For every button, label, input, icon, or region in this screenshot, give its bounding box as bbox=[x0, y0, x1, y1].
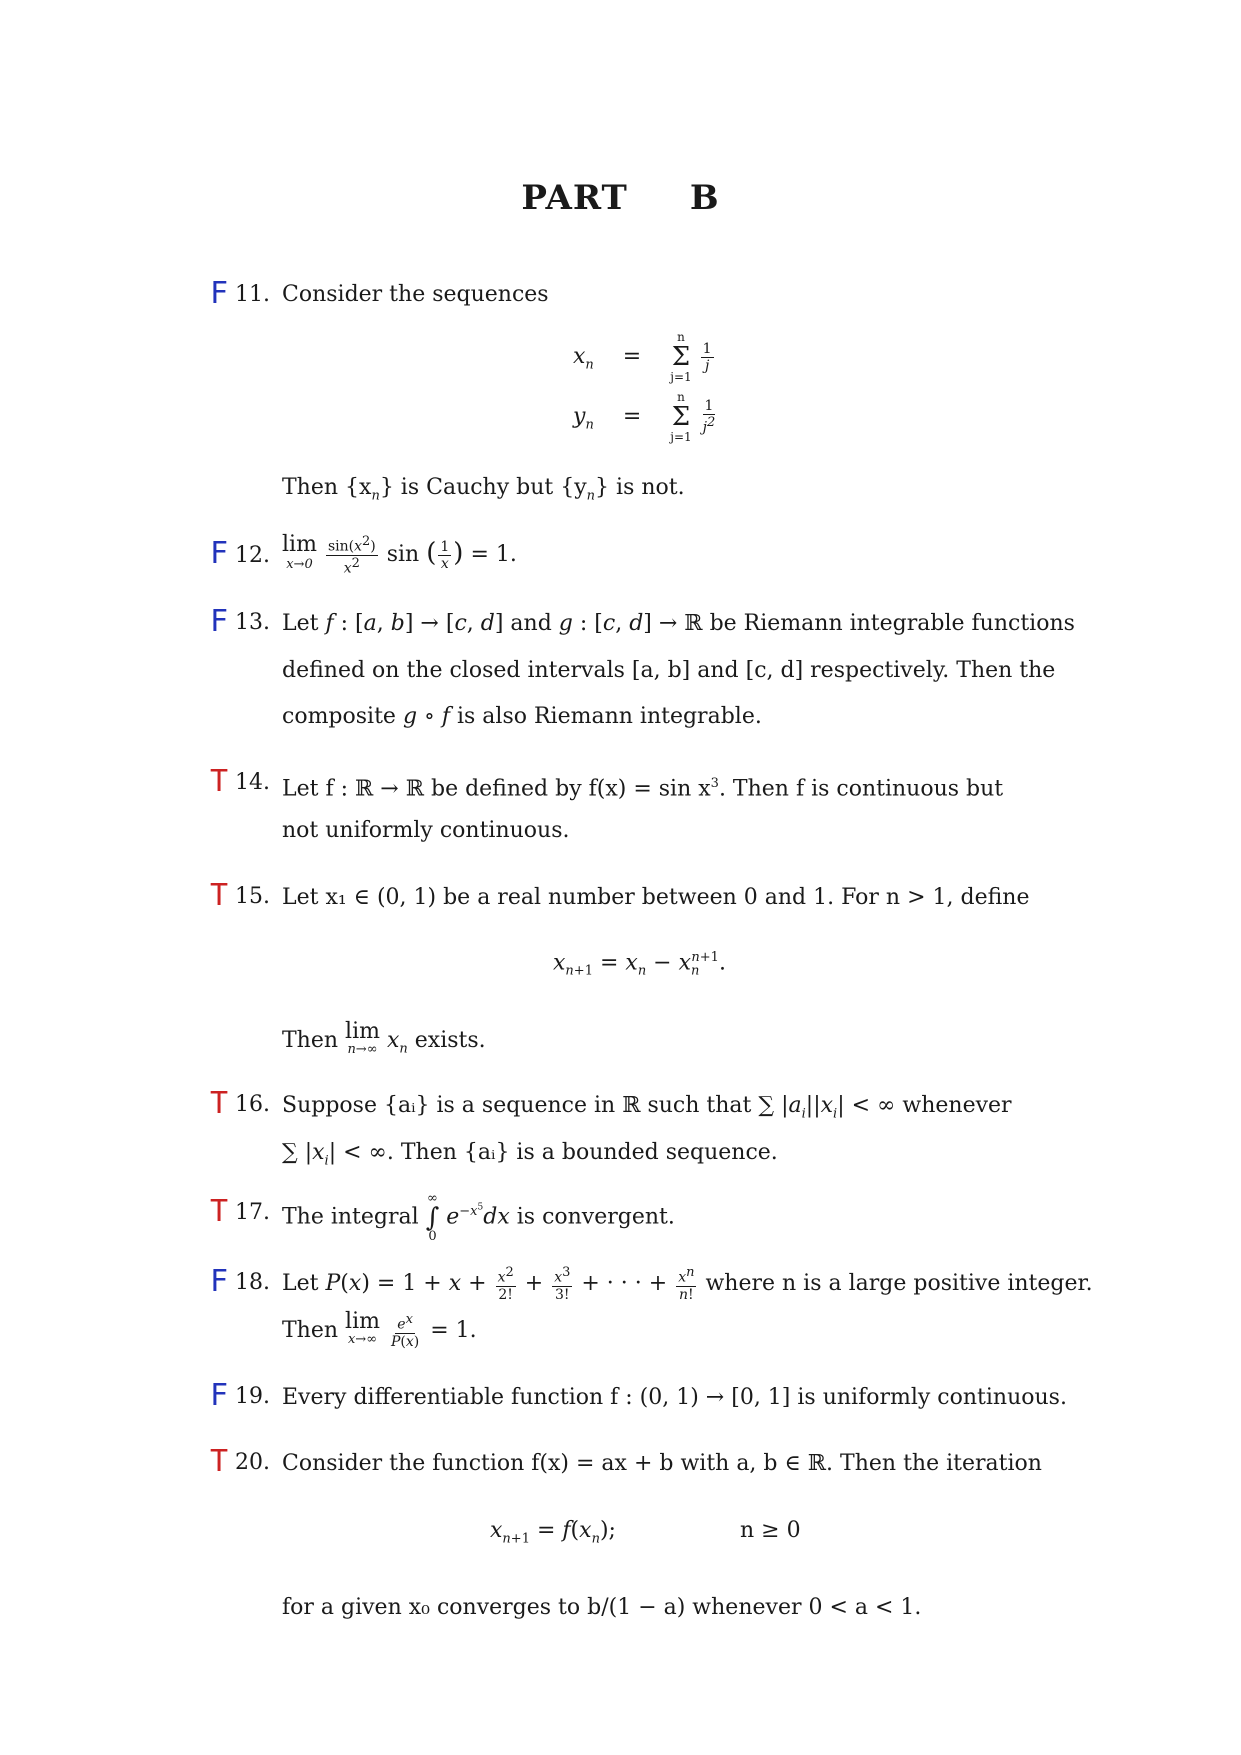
answer-mark: T bbox=[209, 878, 229, 913]
question-number: 17. bbox=[235, 1200, 270, 1225]
question-number: 11. bbox=[235, 282, 270, 307]
answer-mark: T bbox=[209, 1086, 229, 1121]
question-number: 16. bbox=[235, 1092, 270, 1117]
answer-mark: T bbox=[209, 764, 229, 799]
question-text-line: Suppose {aᵢ} is a sequence in ℝ such that ∑ $|a_i||x_i|$ < ∞ whenever bbox=[282, 1093, 1012, 1122]
answer-mark: T bbox=[209, 1444, 229, 1479]
answer-mark: F bbox=[209, 1264, 229, 1299]
question-text-line: composite g ∘ f is also Riemann integrable. bbox=[282, 704, 762, 729]
question-number: 14. bbox=[235, 770, 270, 795]
question-text: Consider the sequences bbox=[282, 282, 549, 307]
question-formula: lim x→0 $\frac{\sin(x^2)}{x^2}$ sin ( $\frac{1}{x}$ ) = 1. bbox=[282, 532, 517, 577]
title-part: PART bbox=[521, 178, 628, 218]
question-text-line: Let f : [a, b] → [c, d] and g : [c, d] → ℝ be Riemann integrable functions bbox=[282, 611, 1075, 636]
iteration-equation: $x_{n+1} = f(x_n)$; bbox=[490, 1518, 616, 1547]
question-conclusion: Then lim n→∞ $x_n$ exists. bbox=[282, 1019, 486, 1057]
question-text-line: Let P(x) = 1 + x + $\frac{x^2}{2!}$ + $\frac{x^3}{3!}$ + · · · + $\frac{x^n}{n!}$ where n is a large positive integer. bbox=[282, 1265, 1093, 1303]
question-conclusion: Then lim x→∞ $\frac{e^x}{P(x)}$ = 1. bbox=[282, 1309, 477, 1350]
question-text-line: The integral ∞ ∫ 0 $e^{-x^5}dx$ is convergent. bbox=[282, 1190, 675, 1244]
question-conclusion: Then $\{x_n\}$ is Cauchy but $\{y_n\}$ is not. bbox=[282, 475, 685, 504]
recurrence-equation: $x_{n+1} = x_n - x_n^{n+1}$. bbox=[553, 950, 726, 979]
equation-xn: $x_n$ = n Σ j=1 $\frac{1}{j}$ bbox=[573, 330, 712, 384]
question-conclusion: for a given x₀ converges to b/(1 − a) whenever 0 < a < 1. bbox=[282, 1595, 922, 1620]
question-text-line: Every differentiable function f : (0, 1) → [0, 1] is uniformly continuous. bbox=[282, 1385, 1067, 1410]
answer-mark: F bbox=[209, 604, 229, 639]
question-number: 20. bbox=[235, 1450, 270, 1475]
question-text-line: Let f : ℝ → ℝ be defined by $f(x) = \sin x^3$. Then f is continuous but bbox=[282, 776, 1004, 802]
answer-mark: F bbox=[209, 1378, 229, 1413]
question-number: 13. bbox=[235, 610, 270, 635]
question-text-line: not uniformly continuous. bbox=[282, 818, 570, 843]
question-text-line: Consider the function f(x) = ax + b with a, b ∈ ℝ. Then the iteration bbox=[282, 1451, 1042, 1476]
iteration-condition: n ≥ 0 bbox=[740, 1518, 801, 1543]
answer-mark: F bbox=[209, 536, 229, 571]
question-number: 15. bbox=[235, 884, 270, 909]
page-title bbox=[0, 178, 1241, 218]
question-text-line: ∑ $|x_i|$ < ∞. Then {aᵢ} is a bounded sequence. bbox=[282, 1140, 778, 1169]
question-number: 12. bbox=[235, 543, 270, 568]
question-number: 18. bbox=[235, 1270, 270, 1295]
question-number: 19. bbox=[235, 1384, 270, 1409]
question-text-line: defined on the closed intervals [a, b] and [c, d] respectively. Then the bbox=[282, 658, 1056, 683]
answer-mark: T bbox=[209, 1194, 229, 1229]
title-letter: B bbox=[689, 178, 720, 218]
answer-mark: F bbox=[209, 276, 229, 311]
equation-yn: $y_n$ = n Σ j=1 $\frac{1}{j^2}$ bbox=[573, 390, 716, 444]
question-text-line: Let x₁ ∈ (0, 1) be a real number between 0 and 1. For n > 1, define bbox=[282, 885, 1030, 910]
